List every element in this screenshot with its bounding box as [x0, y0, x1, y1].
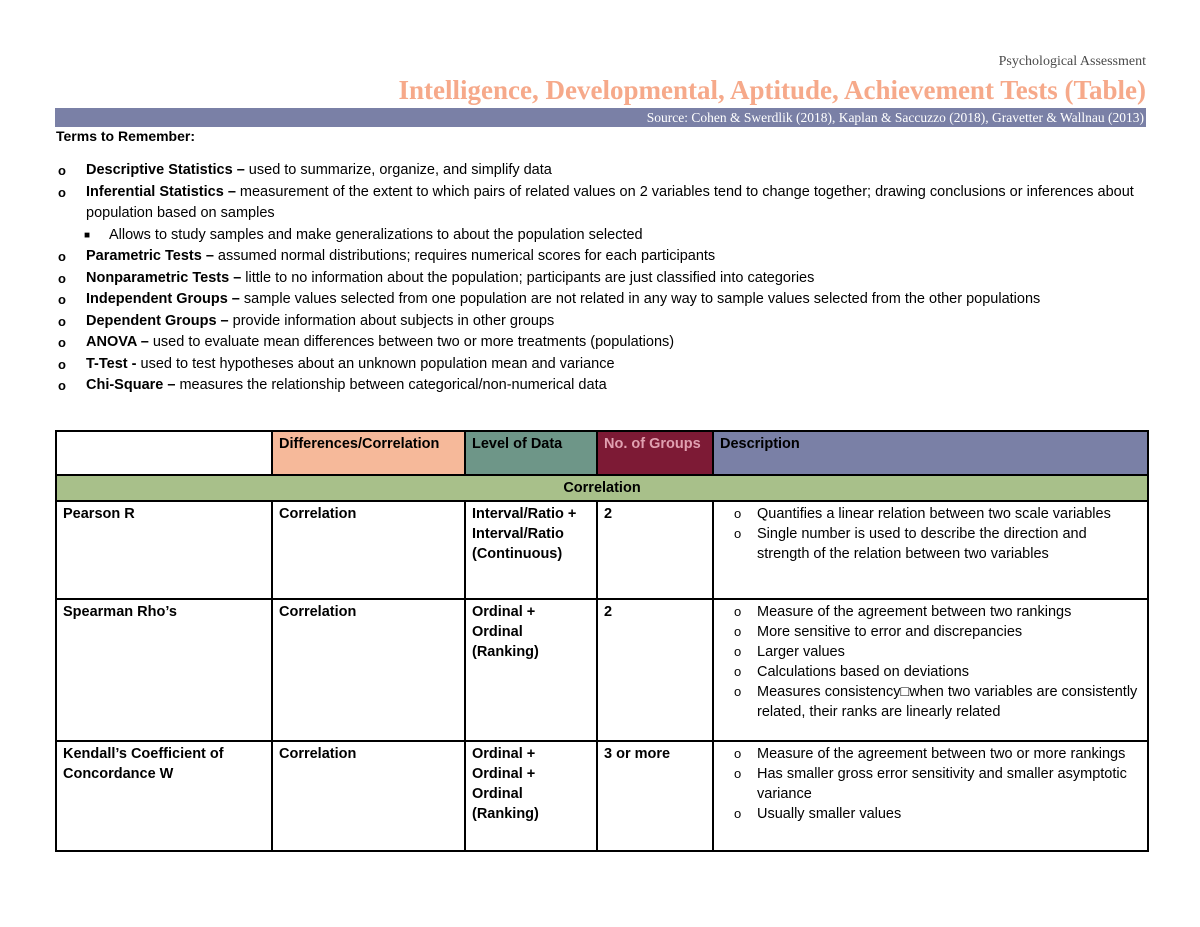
header-blank [56, 431, 272, 475]
header-differences: Differences/Correlation [272, 431, 465, 475]
table-row [56, 599, 1148, 741]
description-item: o Measure of the agreement between two rankings [734, 604, 1072, 620]
term-item: o Dependent Groups – provide information about subjects in other groups [56, 311, 1148, 333]
test-level: Ordinal + Ordinal (Ranking) [465, 599, 597, 741]
terms-list [56, 160, 1148, 397]
circle-bullet-icon: o [58, 249, 66, 264]
term-item: o Nonparametric Tests – little to no information about the population; participants are just classified into categories [56, 268, 1148, 290]
test-groups: 2 [597, 599, 713, 741]
document-subject: Psychological Assessment [998, 54, 1146, 69]
circle-bullet-icon: o [734, 664, 742, 679]
circle-bullet-icon: o [734, 806, 742, 821]
circle-bullet-icon: o [734, 624, 742, 639]
term-item: o Inferential Statistics – measurement of the extent to which pairs of related values on 2 variables tend to change together; drawing conclusions or inferences about population based on samples [58, 183, 1134, 221]
square-bullet-icon: ■ [84, 229, 91, 241]
circle-bullet-icon: o [58, 335, 66, 350]
circle-bullet-icon: o [734, 766, 742, 781]
document-title: Intelligence, Developmental, Aptitude, Achievement Tests (Table) [398, 75, 1146, 105]
circle-bullet-icon: o [58, 378, 66, 393]
table-header-row [56, 431, 1148, 475]
circle-bullet-icon: o [58, 163, 66, 178]
circle-bullet-icon: o [734, 526, 742, 541]
test-level: Ordinal + Ordinal + Ordinal (Ranking) [465, 741, 597, 851]
table-row [56, 501, 1148, 599]
test-name: Spearman Rho’s [56, 599, 272, 741]
term-item: o ANOVA – used to evaluate mean differences between two or more treatments (populations) [56, 332, 1148, 354]
circle-bullet-icon: o [734, 506, 742, 521]
test-description [713, 501, 1148, 599]
description-item: o More sensitive to error and discrepancies [734, 624, 1023, 640]
description-item: o Calculations based on deviations [734, 664, 969, 680]
circle-bullet-icon: o [734, 684, 742, 699]
description-item: o Usually smaller values [734, 806, 902, 822]
test-level: Interval/Ratio + Interval/Ratio (Continuous) [465, 501, 597, 599]
section-label: Correlation [56, 475, 1148, 501]
circle-bullet-icon: o [58, 356, 66, 372]
description-item: o Has smaller gross error sensitivity and smaller asymptotic variance [734, 766, 1127, 802]
term-item: o Chi-Square – measures the relationship between categorical/non-numerical data [56, 375, 1148, 397]
term-item: o T-Test - used to test hypotheses about an unknown population mean and variance [56, 354, 1148, 376]
header-level-of-data: Level of Data [465, 431, 597, 475]
term-item: o Descriptive Statistics – used to summarize, organize, and simplify data [56, 160, 1148, 182]
test-name: Kendall’s Coefficient of Concordance W [56, 741, 272, 851]
term-item: o Independent Groups – sample values selected from one population are not related in any way to sample values selected from the other populations [56, 289, 1148, 311]
test-type: Correlation [272, 599, 465, 741]
header-description: Description [713, 431, 1148, 475]
source-citation: Source: Cohen & Swerdlik (2018), Kaplan & Saccuzzo (2018), Gravetter & Wallnau (2013) [646, 110, 1144, 125]
description-item: o Single number is used to describe the direction and strength of the relation between two variables [734, 526, 1087, 562]
section-row [56, 475, 1148, 501]
test-type: Correlation [272, 501, 465, 599]
term-item: o Parametric Tests – assumed normal distributions; requires numerical scores for each participants [56, 246, 1148, 268]
tests-table [55, 430, 1149, 852]
circle-bullet-icon: o [734, 604, 742, 619]
terms-heading: Terms to Remember: [56, 128, 196, 144]
circle-bullet-icon: o [734, 644, 742, 659]
test-type: Correlation [272, 741, 465, 851]
test-name: Pearson R [56, 501, 272, 599]
test-description [713, 741, 1148, 851]
table-row [56, 741, 1148, 851]
circle-bullet-icon: o [58, 292, 66, 307]
description-item: o Quantifies a linear relation between two scale variables [734, 506, 1111, 522]
term-sub-item: ■ Allows to study samples and make generalizations to about the population selected [56, 225, 1148, 247]
description-item: o Larger values [734, 644, 845, 660]
circle-bullet-icon: o [58, 184, 66, 200]
circle-bullet-icon: o [734, 746, 742, 761]
header-no-of-groups: No. of Groups [597, 431, 713, 475]
description-item: o Measure of the agreement between two or more rankings [734, 746, 1126, 762]
test-groups: 3 or more [597, 741, 713, 851]
circle-bullet-icon: o [58, 313, 66, 329]
test-groups: 2 [597, 501, 713, 599]
source-bar [55, 108, 1146, 127]
description-item: o Measures consistency□when two variables are consistently related, their ranks are linearly related [734, 684, 1138, 720]
test-description [713, 599, 1148, 741]
circle-bullet-icon: o [58, 270, 66, 286]
